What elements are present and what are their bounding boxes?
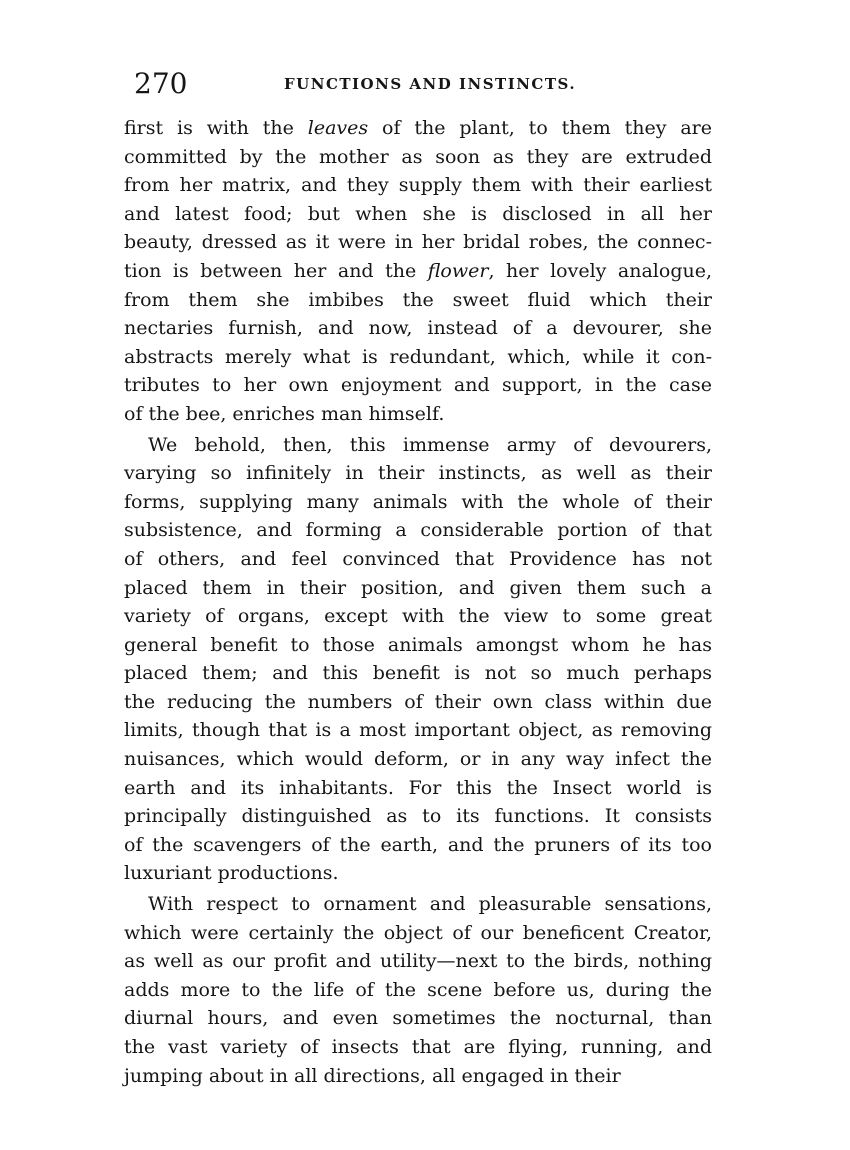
text-line: forms, supplying many animals with the whole of their <box>124 490 712 513</box>
paragraph <box>124 890 712 1090</box>
paragraph <box>124 431 712 889</box>
text-line: abstracts merely what is redundant, which, while it con- <box>124 345 712 368</box>
text-line: varying so infinitely in their instincts, as well as their <box>124 462 712 485</box>
paragraph <box>124 114 712 429</box>
text-line: We behold, then, this immense army of devourers, <box>148 433 712 456</box>
text-line: of the bee, enriches man himself. <box>124 402 445 425</box>
text-line: nectaries furnish, and now, instead of a devourer, she <box>124 317 712 340</box>
text-line: general benefit to those animals amongst whom he has <box>124 633 712 656</box>
italic-word: flower <box>427 259 489 282</box>
text-line: subsistence, and forming a considerable portion of that <box>124 519 712 542</box>
text-line: With respect to ornament and pleasurable sensations, <box>148 893 712 916</box>
text-line: placed them in their position, and given them such a <box>124 576 712 599</box>
text-line: diurnal hours, and even sometimes the nocturnal, than <box>124 1007 712 1030</box>
text-line: tributes to her own enjoyment and support, in the case <box>124 374 712 397</box>
text-line: earth and its inhabitants. For this the Insect world is <box>124 776 712 799</box>
text-line: of others, and feel convinced that Providence has not <box>124 547 712 570</box>
text-line: placed them; and this benefit is not so much perhaps <box>124 662 712 685</box>
text-line: variety of organs, except with the view to some great <box>124 605 712 628</box>
text-line: limits, though that is a most important object, as removing <box>124 719 712 742</box>
page-number: 270 <box>134 67 188 100</box>
text-line: first is with the leaves of the plant, to them they are <box>124 117 712 139</box>
running-head <box>134 66 724 102</box>
text-line: of the scavengers of the earth, and the pruners of its too <box>124 833 712 856</box>
text-line: nuisances, which would deform, or in any way infect the <box>124 748 712 771</box>
text-line: and latest food; but when she is disclosed in all her <box>124 202 712 225</box>
text-line: committed by the mother as soon as they are extruded <box>124 145 712 168</box>
text-line: jumping about in all directions, all engaged in their <box>124 1064 621 1087</box>
text-line: luxuriant productions. <box>124 862 339 885</box>
text-line: tion is between her and the flower, her lovely analogue, <box>124 259 712 282</box>
text-line: the reducing the numbers of their own class within due <box>124 690 712 713</box>
italic-word: leaves <box>307 117 369 139</box>
body-text <box>124 114 712 1092</box>
text-line: from her matrix, and they supply them with their earliest <box>124 174 712 197</box>
text-line: as well as our profit and utility—next to the birds, nothing <box>124 950 712 973</box>
running-title: FUNCTIONS AND INSTINCTS. <box>284 75 577 93</box>
text-line: which were certainly the object of our beneficent Creator, <box>124 921 712 944</box>
text-line: beauty, dressed as it were in her bridal robes, the connec- <box>124 231 712 254</box>
text-line: the vast variety of insects that are flying, running, and <box>124 1036 712 1058</box>
text-line: adds more to the life of the scene before us, during the <box>124 978 712 1001</box>
text-line: principally distinguished as to its functions. It consists <box>124 805 712 828</box>
text-line: from them she imbibes the sweet fluid which their <box>124 288 712 311</box>
